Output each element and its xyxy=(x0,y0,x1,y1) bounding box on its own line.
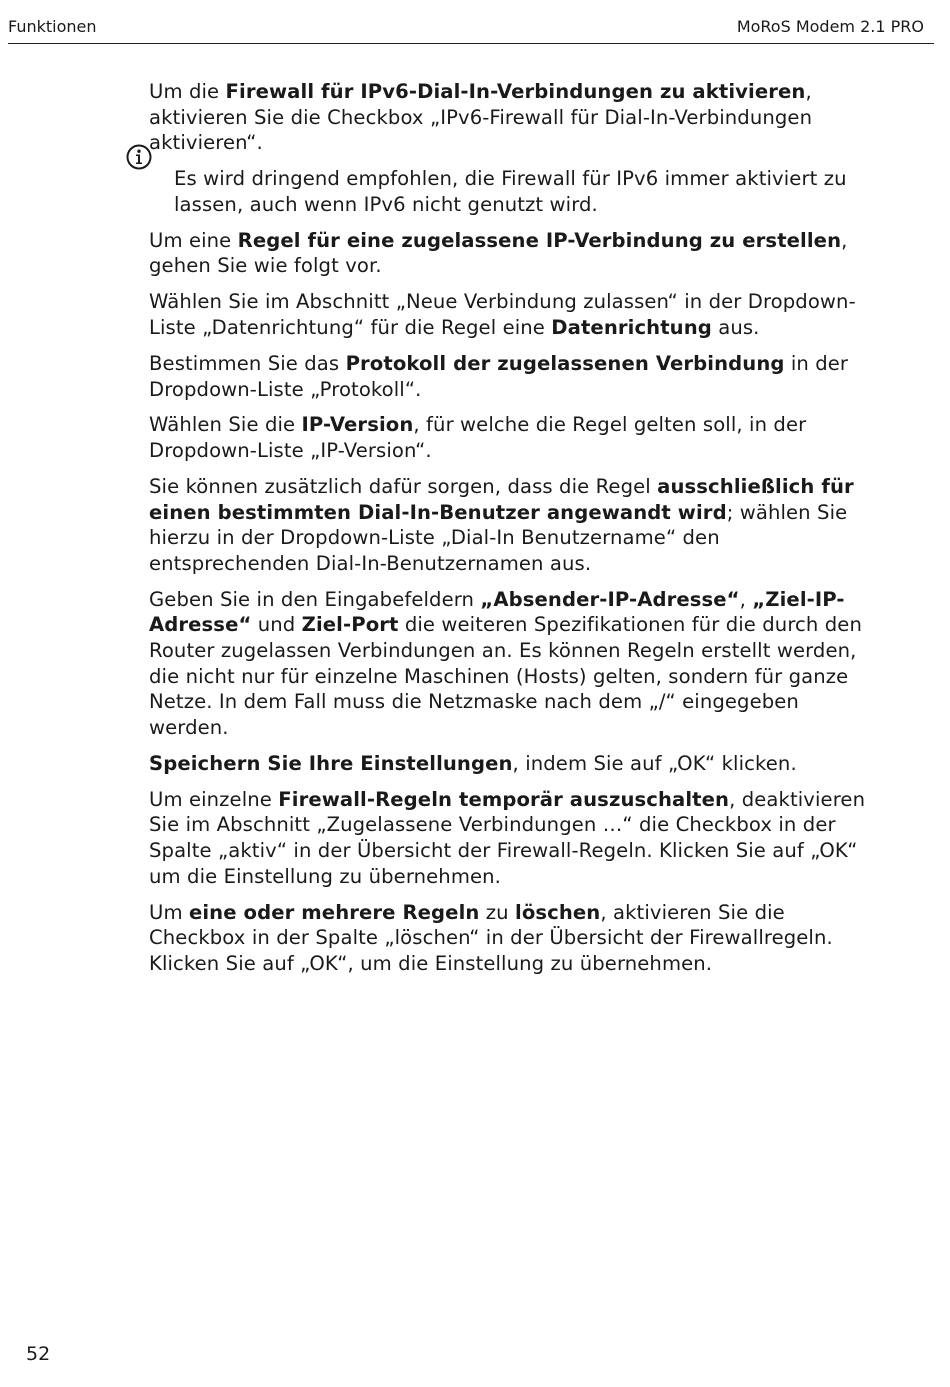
text-run: , aktivieren Sie die Checkbox in der Spalte „löschen“ in der Übersicht der Firewallregeln. Klicken Sie auf „OK“, um die Einstellung zu übernehmen. xyxy=(149,900,833,975)
text-run: , indem Sie auf „OK“ klicken. xyxy=(512,751,797,775)
text-run: Bestimmen Sie das xyxy=(149,351,346,375)
text-run: ; wählen Sie hierzu in der Dropdown-Liste „Dial-In Benutzername“ den entsprechenden Dial-In-Benutzernamen aus. xyxy=(149,500,848,575)
paragraph xyxy=(149,412,881,463)
text-run: , deaktivieren Sie im Abschnitt „Zugelassene Verbindungen …“ die Checkbox in der Spalte „aktiv“ in der Übersicht der Firewall-Regeln. Klicken Sie auf „OK“ um die Einstellung zu übernehmen. xyxy=(149,787,866,888)
text-run: zu xyxy=(479,900,515,924)
paragraph xyxy=(149,228,881,279)
text-run: und xyxy=(251,613,302,637)
text-run: , für welche die Regel gelten soll, in der Dropdown-Liste „IP-Version“. xyxy=(149,413,807,463)
emphasis-text: „Ziel-IP-Adresse“ xyxy=(149,587,845,637)
emphasis-text: Firewall für IPv6-Dial-In-Verbindungen zu aktivieren xyxy=(225,80,806,103)
header-section-title: Funktionen xyxy=(8,17,97,36)
emphasis-text: „Absender-IP-Adresse“ xyxy=(480,587,740,611)
text-run: Um die xyxy=(149,80,226,103)
paragraph xyxy=(149,900,881,977)
text-run: die weiteren Spezifikationen für die durch den Router zugelassen Verbindungen an. Es können Regeln erstellt werden, die nicht nur für einzelne Maschinen (Hosts) gelten, sondern für ganze Netze. In dem Fall muss die Netzmaske nach dem „/“ eingegeben werden. xyxy=(149,613,862,739)
text-run: Sie können zusätzlich dafür sorgen, dass die Regel xyxy=(149,475,658,499)
text-run: , aktivieren Sie die Checkbox „IPv6-Firewall für Dial-In-Verbindungen aktivieren“. xyxy=(149,80,813,155)
text-run: Um xyxy=(149,900,189,924)
text-run: Wählen Sie die xyxy=(149,413,302,437)
paragraph xyxy=(149,289,881,340)
paragraph xyxy=(149,787,881,889)
paragraph xyxy=(149,751,881,777)
page-number: 52 xyxy=(26,1343,51,1365)
paragraph xyxy=(149,351,881,402)
header-product-name: MoRoS Modem 2.1 PRO xyxy=(736,17,924,36)
text-run: Es wird dringend empfohlen, die Firewall für IPv6 immer aktiviert zu lassen, auch wenn IPv6 nicht genutzt wird. xyxy=(174,167,847,216)
emphasis-text: IP-Version xyxy=(301,413,414,437)
text-run: , gehen Sie wie folgt vor. xyxy=(149,228,848,278)
emphasis-text: Firewall-Regeln temporär auszuschalten xyxy=(278,787,730,811)
info-note xyxy=(174,166,881,217)
body-text xyxy=(149,79,881,987)
emphasis-text: Datenrichtung xyxy=(551,315,712,339)
emphasis-text: Protokoll der zugelassenen Verbindung xyxy=(345,351,785,375)
text-run: , xyxy=(739,587,753,611)
paragraph xyxy=(149,79,881,156)
emphasis-text: Ziel-Port xyxy=(301,613,399,637)
emphasis-text: eine oder mehrere Regeln xyxy=(188,900,480,924)
text-run: in der Dropdown-Liste „Protokoll“. xyxy=(149,351,849,401)
text-run: Geben Sie in den Eingabefeldern xyxy=(149,587,481,611)
text-run: Um einzelne xyxy=(149,787,279,811)
emphasis-text: löschen xyxy=(515,900,601,924)
paragraph xyxy=(149,474,881,576)
emphasis-text: ausschließlich für einen bestimmten Dial-In-Benutzer angewandt wird xyxy=(149,475,854,524)
text-run: Um eine xyxy=(149,228,238,252)
running-header xyxy=(8,0,934,44)
text-run: Wählen Sie im Abschnitt „Neue Verbindung zulassen“ in der Dropdown-Liste „Datenrichtung“ für die Regel eine xyxy=(149,290,856,339)
text-run: aus. xyxy=(711,315,760,339)
paragraph xyxy=(149,587,881,741)
emphasis-text: Regel für eine zugelassene IP-Verbindung zu erstellen xyxy=(237,228,842,252)
emphasis-text: Speichern Sie Ihre Einstellungen xyxy=(149,751,513,775)
